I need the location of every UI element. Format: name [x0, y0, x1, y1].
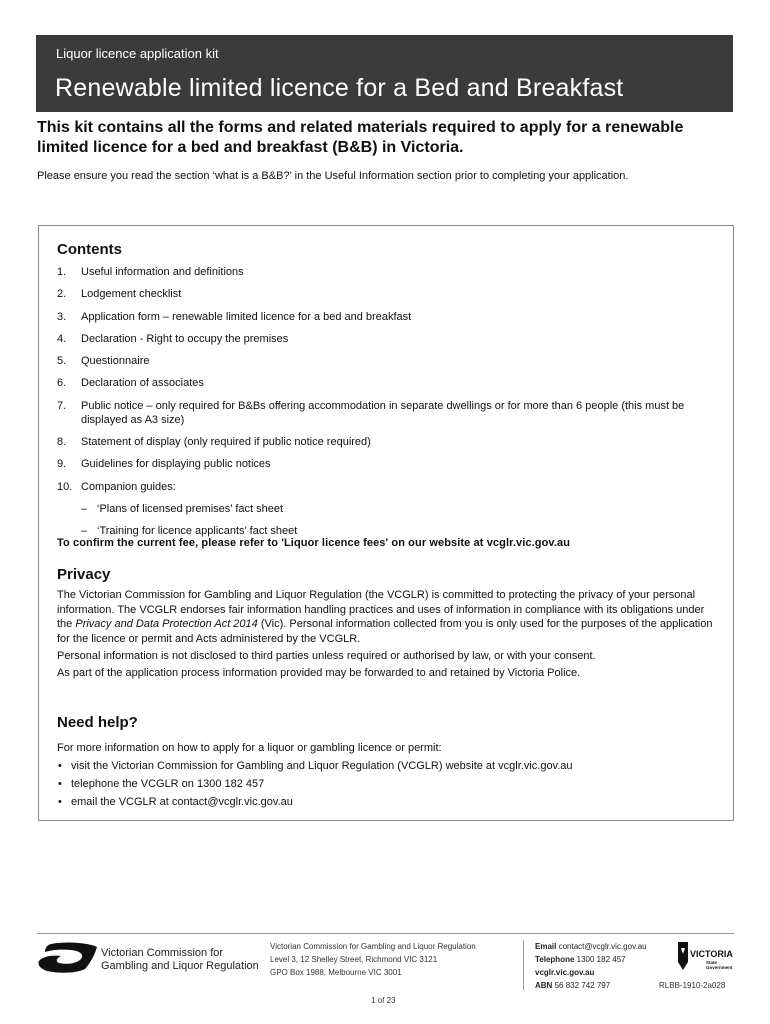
item-text: Declaration of associates [81, 377, 204, 390]
government-text: Government [706, 965, 733, 970]
item-number: 8. [57, 436, 67, 449]
abn-value: 56 832 742 797 [554, 981, 611, 990]
item-text: Statement of display (only required if public notice required) [81, 436, 371, 449]
item-number: 9. [57, 458, 67, 471]
contact-phone [535, 953, 647, 966]
contact-email [535, 940, 647, 953]
logo-line-1: Victorian Commission for [101, 947, 224, 959]
contents-item [57, 457, 717, 471]
footer-address [270, 940, 476, 979]
help-list [57, 757, 717, 811]
help-item-email: • email the VCGLR at contact@vcglr.vic.gov.au [57, 793, 717, 811]
document-code: RLBB-1910-2a028 [659, 981, 726, 990]
vcglr-logo-icon [37, 942, 99, 974]
contents-item [57, 480, 717, 494]
item-number: 1. [57, 266, 67, 278]
contents-item [57, 310, 717, 324]
contents-item [57, 265, 717, 279]
contact-abn [535, 979, 647, 992]
item-text: Lodgement checklist [81, 288, 182, 301]
privacy-heading: Privacy [57, 566, 111, 583]
contents-item [57, 287, 717, 301]
item-number: 7. [57, 399, 67, 412]
item-number: 10. [57, 480, 73, 493]
info-box [38, 225, 734, 821]
help-item-website: • visit the Victorian Commission for Gambling and Liquor Regulation (VCGLR) website at vcglr.vic.gov.au [57, 757, 717, 775]
item-text: Companion guides: [81, 480, 176, 493]
contents-item [57, 435, 717, 449]
phone-label: Telephone [535, 955, 575, 964]
item-number: 5. [57, 355, 67, 368]
fee-note: To confirm the current fee, please refer to 'Liquor licence fees' on our website at vcglr.vic.gov.au [57, 537, 571, 549]
intro-headline: This kit contains all the forms and related materials required to apply for a renewable limited licence for a bed and breakfast (B&B) in Victoria. [37, 119, 684, 156]
victoria-government-logo-icon [676, 940, 734, 974]
intro-note: Please ensure you read the section ‘what is a B&B?’ in the Useful Information section prior to completing your application. [37, 170, 629, 182]
footer-separator [523, 940, 524, 990]
phone-value: 1300 182 457 [576, 955, 626, 964]
state-text: State [706, 960, 718, 965]
email-value: contact@vcglr.vic.gov.au [558, 942, 647, 951]
privacy-text-b: (Vic). Personal information collected from you is only used for the purposes of the application for the licence or permit and Acts administered by the VCGLR. [57, 618, 713, 646]
vcglr-logo-text [101, 947, 259, 973]
address-line-3: GPO Box 1988, Melbourne VIC 3001 [270, 968, 402, 977]
dash: – [81, 502, 88, 515]
item-text: Guidelines for displaying public notices [81, 458, 271, 471]
contents-subitem [57, 524, 717, 538]
contents-item [57, 399, 717, 427]
contact-website [535, 966, 647, 979]
page-number: 1 of 23 [371, 996, 396, 1005]
dash: – [81, 524, 88, 537]
contents-list [57, 265, 717, 546]
act-name: Privacy and Data Protection Act 2014 [75, 618, 258, 631]
item-number: 4. [57, 332, 67, 345]
contents-item [57, 376, 717, 390]
privacy-para-2: Personal information is not disclosed to third parties unless required or authorised by law, or with your consent. [57, 649, 596, 662]
abn-label: ABN [535, 981, 553, 990]
address-line-2: Level 3, 12 Shelley Street, Richmond VIC 3121 [270, 955, 438, 964]
item-text: Public notice – only required for B&Bs offering accommodation in separate dwellings or for more than 6 people (this must be displayed as A3 size) [81, 399, 685, 426]
privacy-para-1 [57, 588, 717, 647]
victoria-wordmark: VICTORIA [690, 949, 733, 959]
logo-line-2: Gambling and Liquor Regulation [101, 960, 259, 972]
address-line-1: Victorian Commission for Gambling and Liquor Regulation [270, 942, 476, 951]
contents-heading: Contents [57, 241, 122, 258]
contents-subitem [57, 502, 717, 516]
website-value: vcglr.vic.gov.au [535, 968, 595, 977]
help-section [57, 739, 717, 811]
item-text: ‘Plans of licensed premises’ fact sheet [97, 502, 284, 515]
contents-item [57, 354, 717, 368]
email-label: Email [535, 942, 557, 951]
item-text: Useful information and definitions [81, 266, 244, 278]
item-text: Declaration - Right to occupy the premises [81, 332, 289, 345]
footer-divider [37, 933, 734, 934]
help-item-phone: • telephone the VCGLR on 1300 182 457 [57, 775, 717, 793]
footer-contact [535, 940, 647, 992]
kit-label: Liquor licence application kit [56, 46, 219, 61]
item-text: Questionnaire [81, 355, 150, 368]
privacy-text [57, 588, 717, 682]
privacy-text-a: The Victorian Commission for Gambling and Liquor Regulation (the VCGLR) is committed to protecting the privacy of your personal information. The VCGLR endorses fair information handling practices and uses of information in compliance with its obligations under the [57, 589, 705, 631]
privacy-para-3: As part of the application process information provided may be forwarded to and retained by Victoria Police. [57, 666, 581, 679]
item-text: ‘Training for licence applicants’ fact sheet [97, 524, 298, 537]
item-text: Application form – renewable limited licence for a bed and breakfast [81, 310, 412, 323]
item-number: 2. [57, 288, 67, 301]
header-banner [36, 35, 733, 112]
item-number: 6. [57, 377, 67, 390]
help-lead: For more information on how to apply for a liquor or gambling licence or permit: [57, 742, 442, 754]
contents-item [57, 332, 717, 346]
help-heading: Need help? [57, 714, 138, 731]
page-title: Renewable limited licence for a Bed and Breakfast [55, 74, 624, 102]
item-number: 3. [57, 310, 67, 323]
